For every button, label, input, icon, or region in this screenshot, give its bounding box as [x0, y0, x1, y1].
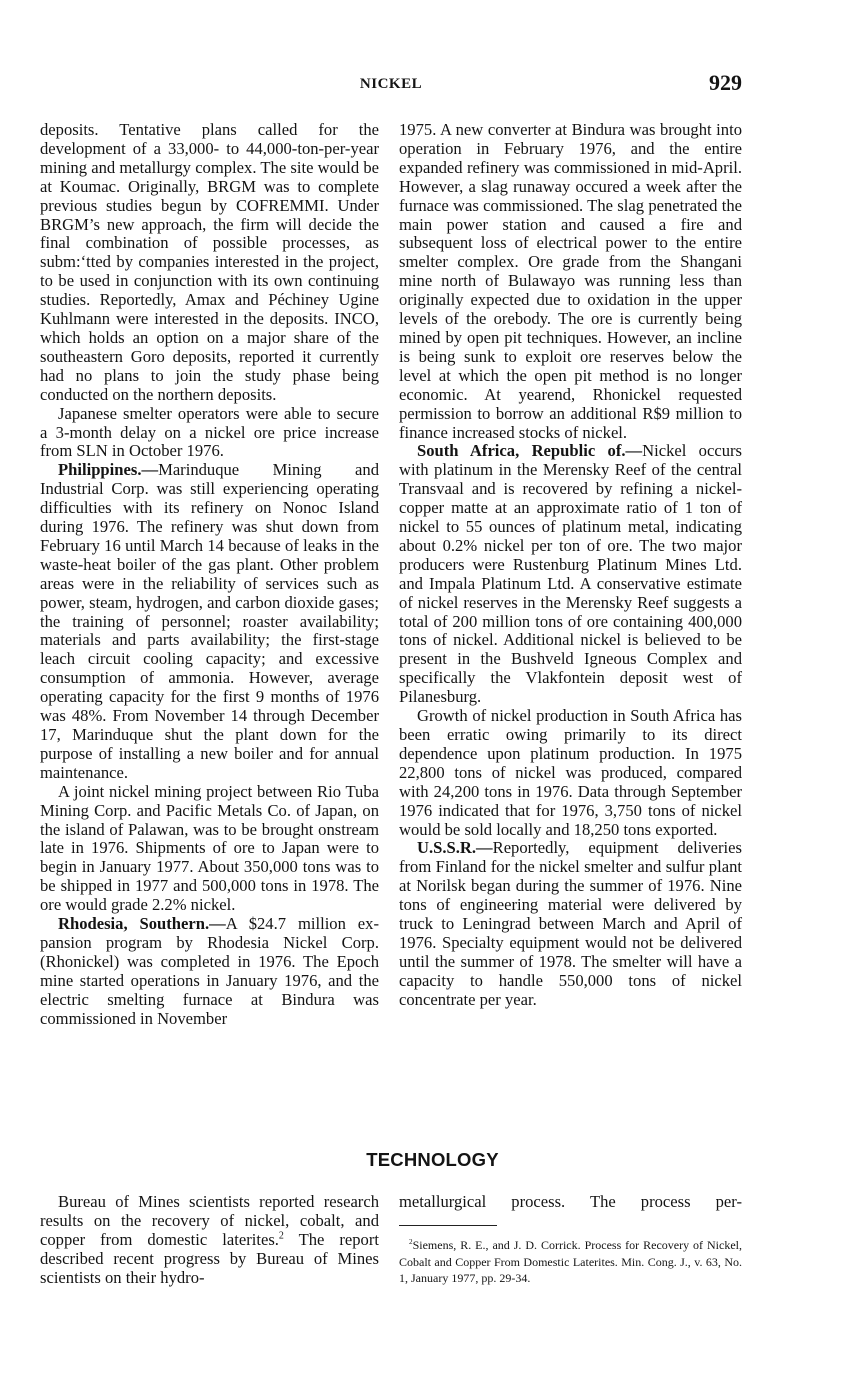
- technology-right-column: [399, 1193, 742, 1212]
- paragraph-rhodesia-body: A $24.7 million expansion program by Rhodesia Nickel Corp. (Rhonickel) was completed in 1976. The Epoch mine started operations in January 1976, and the electric smelting furnace at Bindura was commissioned in November: [40, 914, 379, 1028]
- running-title: NICKEL: [359, 76, 423, 92]
- paragraph-philippines-body: Marinduque Mining and Industrial Corp. was still experiencing operating difficulties with its refinery on Nonoc Island during 1976. The refinery was shut down from February 16 until March 14 because of leaks in the waste-heat boiler of the gas plant. Other problem areas were in the reliability of services such as power, steam, hydrogen, and carbon dioxide gases; the training of personnel; roaster availability; materials and parts availability; the first-stage leach circuit cooling capacity; and excessive consumption of ammonia. However, average operating capacity for the first 9 months of 1976 was 48%. From November 14 through December 17, Marinduque shut the plant down for the purpose of installing a new boiler and for annual maintenance.: [40, 460, 379, 782]
- paragraph-ussr-body: Reportedly, equipment deliveries from Finland for the nickel smelter and sulfur plant at Norilsk began during the summer of 1976. Nine tons of engineering material were delivered by truck to Leningrad between March and April of 1976. Specialty equipment would not be delivered until the summer of 1978. The smelter will have a capacity to handle 550,000 tons of nickel concentrate per year.: [399, 838, 742, 1009]
- footnote: [399, 1237, 742, 1287]
- paragraph-ussr: [399, 839, 742, 1009]
- run-in-heading-rhodesia: Rhodesia, Southern.—: [58, 914, 226, 934]
- right-column: [399, 121, 742, 1010]
- technology-left-column: [40, 1193, 379, 1288]
- run-in-heading-ussr: U.S.S.R.—: [417, 838, 493, 858]
- paragraph-philippines: [40, 461, 379, 782]
- technology-intro-text-continued: The report described recent progress by Bureau of Mines scientists on their hydro-: [40, 1229, 379, 1287]
- paragraph-japanese-smelters: Japanese smelter operators were able to secure a 3-month delay on a nickel ore price increase from SLN in October 1976.: [40, 403, 379, 461]
- page-header: [40, 70, 742, 104]
- paragraph-rio-tuba: A joint nickel mining project between Rio Tuba Mining Corp. and Pacific Metals Co. of Japan, on the island of Palawan, was to be brought onstream late in 1976. Shipments of ore to Japan were to begin in January 1977. About 350,000 tons was to be shipped in 1977 and 500,000 tons in 1978. The ore would grade 2.2% nickel.: [40, 781, 379, 915]
- technology-intro-text: Bureau of Mines scientists reported research results on the recovery of nickel, cobalt, and copper from domestic laterites.: [40, 1192, 379, 1249]
- section-heading-technology: TECHNOLOGY: [366, 1149, 499, 1170]
- paragraph-rhodesia: [40, 915, 379, 1028]
- paragraph-south-africa: [399, 442, 742, 707]
- run-in-heading-philippines: Philippines.—: [58, 460, 159, 480]
- left-column: [40, 121, 379, 1029]
- footnote-text: Siemens, R. E., and J. D. Corrick. Process for Recovery of Nickel, Cobalt and Copper From Domestic Laterites. Min. Cong. J., v. 63, No. 1, January 1977, pp. 29-34.: [399, 1238, 742, 1285]
- paragraph-bindura: 1975. A new converter at Bindura was brought into operation in February 1976, and the entire expanded refinery was commissioned in mid-April. However, a slag runaway occured a week after the furnace was commissioned. The slag penetrated the main power station and caused a fire and subsequent loss of electrical power to the entire smelter complex. Ore grade from the Shangani mine north of Bulawayo was running less than originally expected due to oxidation in the upper levels of the orebody. The ore is currently being mined by open pit techniques. However, an incline is being sunk to exploit ore reserves below the level at which the open pit method is no longer economic. At yearend, Rhonickel requested permission to borrow an additional R$9 million to finance increased stocks of nickel.: [399, 120, 742, 442]
- footnote-reference: 2: [278, 1230, 284, 1242]
- paragraph-technology-continued: metallurgical process. The process per-: [399, 1192, 742, 1211]
- paragraph-technology-intro: [40, 1193, 379, 1288]
- footnote-marker: 2: [409, 1238, 413, 1246]
- run-in-heading-south-africa: South Africa, Republic of.—: [417, 441, 643, 461]
- paragraph-south-africa-body: Nickel occurs with platinum in the Merensky Reef of the central Transvaal and is recovered by refining a nickel-copper matte at an approximate ratio of 1 ton of nickel to 55 ounces of platinum metal, indicating about 0.2% nickel per ton of ore. The two major producers were Rustenburg Platinum Mines Ltd. and Impala Platinum Ltd. A conservative estimate of nickel reserves in the Merensky Reef suggests a total of 200 million tons of ore containing 400,000 tons of nickel. Additional nickel is believed to be present in the Bushveld Igneous Complex and specifically the Vlakfontein deposit west of Pilanesburg.: [399, 441, 742, 707]
- page-number: 929: [709, 70, 742, 95]
- paragraph-new-caledonia-deposits: deposits. Tentative plans called for the development of a 33,000- to 44,000-ton-per-year mining and metallurgy complex. The site would be at Koumac. Originally, BRGM was to complete previous studies begun by COFREMMI. Under BRGM’s new approach, the firm will decide the final combination of possible processes, as subm:‘tted by companies interested in the project, to be used in conjunction with its own continuing studies. Reportedly, Amax and Péchiney Ugine Kuhlmann were interested in the deposits. INCO, which holds an option on a major share of the southeastern Goro deposits, reported it currently had no plans to join the study phase being conducted on the northern deposits.: [40, 120, 379, 404]
- paragraph-south-africa-growth: Growth of nickel production in South Africa has been erratic owing primarily to its direct dependence upon platinum production. In 1975 22,800 tons of nickel was produced, compared with 24,200 tons in 1976. Data through September 1976 indicated that for 1976, 3,750 tons of nickel would be sold locally and 18,250 tons exported.: [399, 706, 742, 839]
- footnote-divider: [399, 1225, 497, 1226]
